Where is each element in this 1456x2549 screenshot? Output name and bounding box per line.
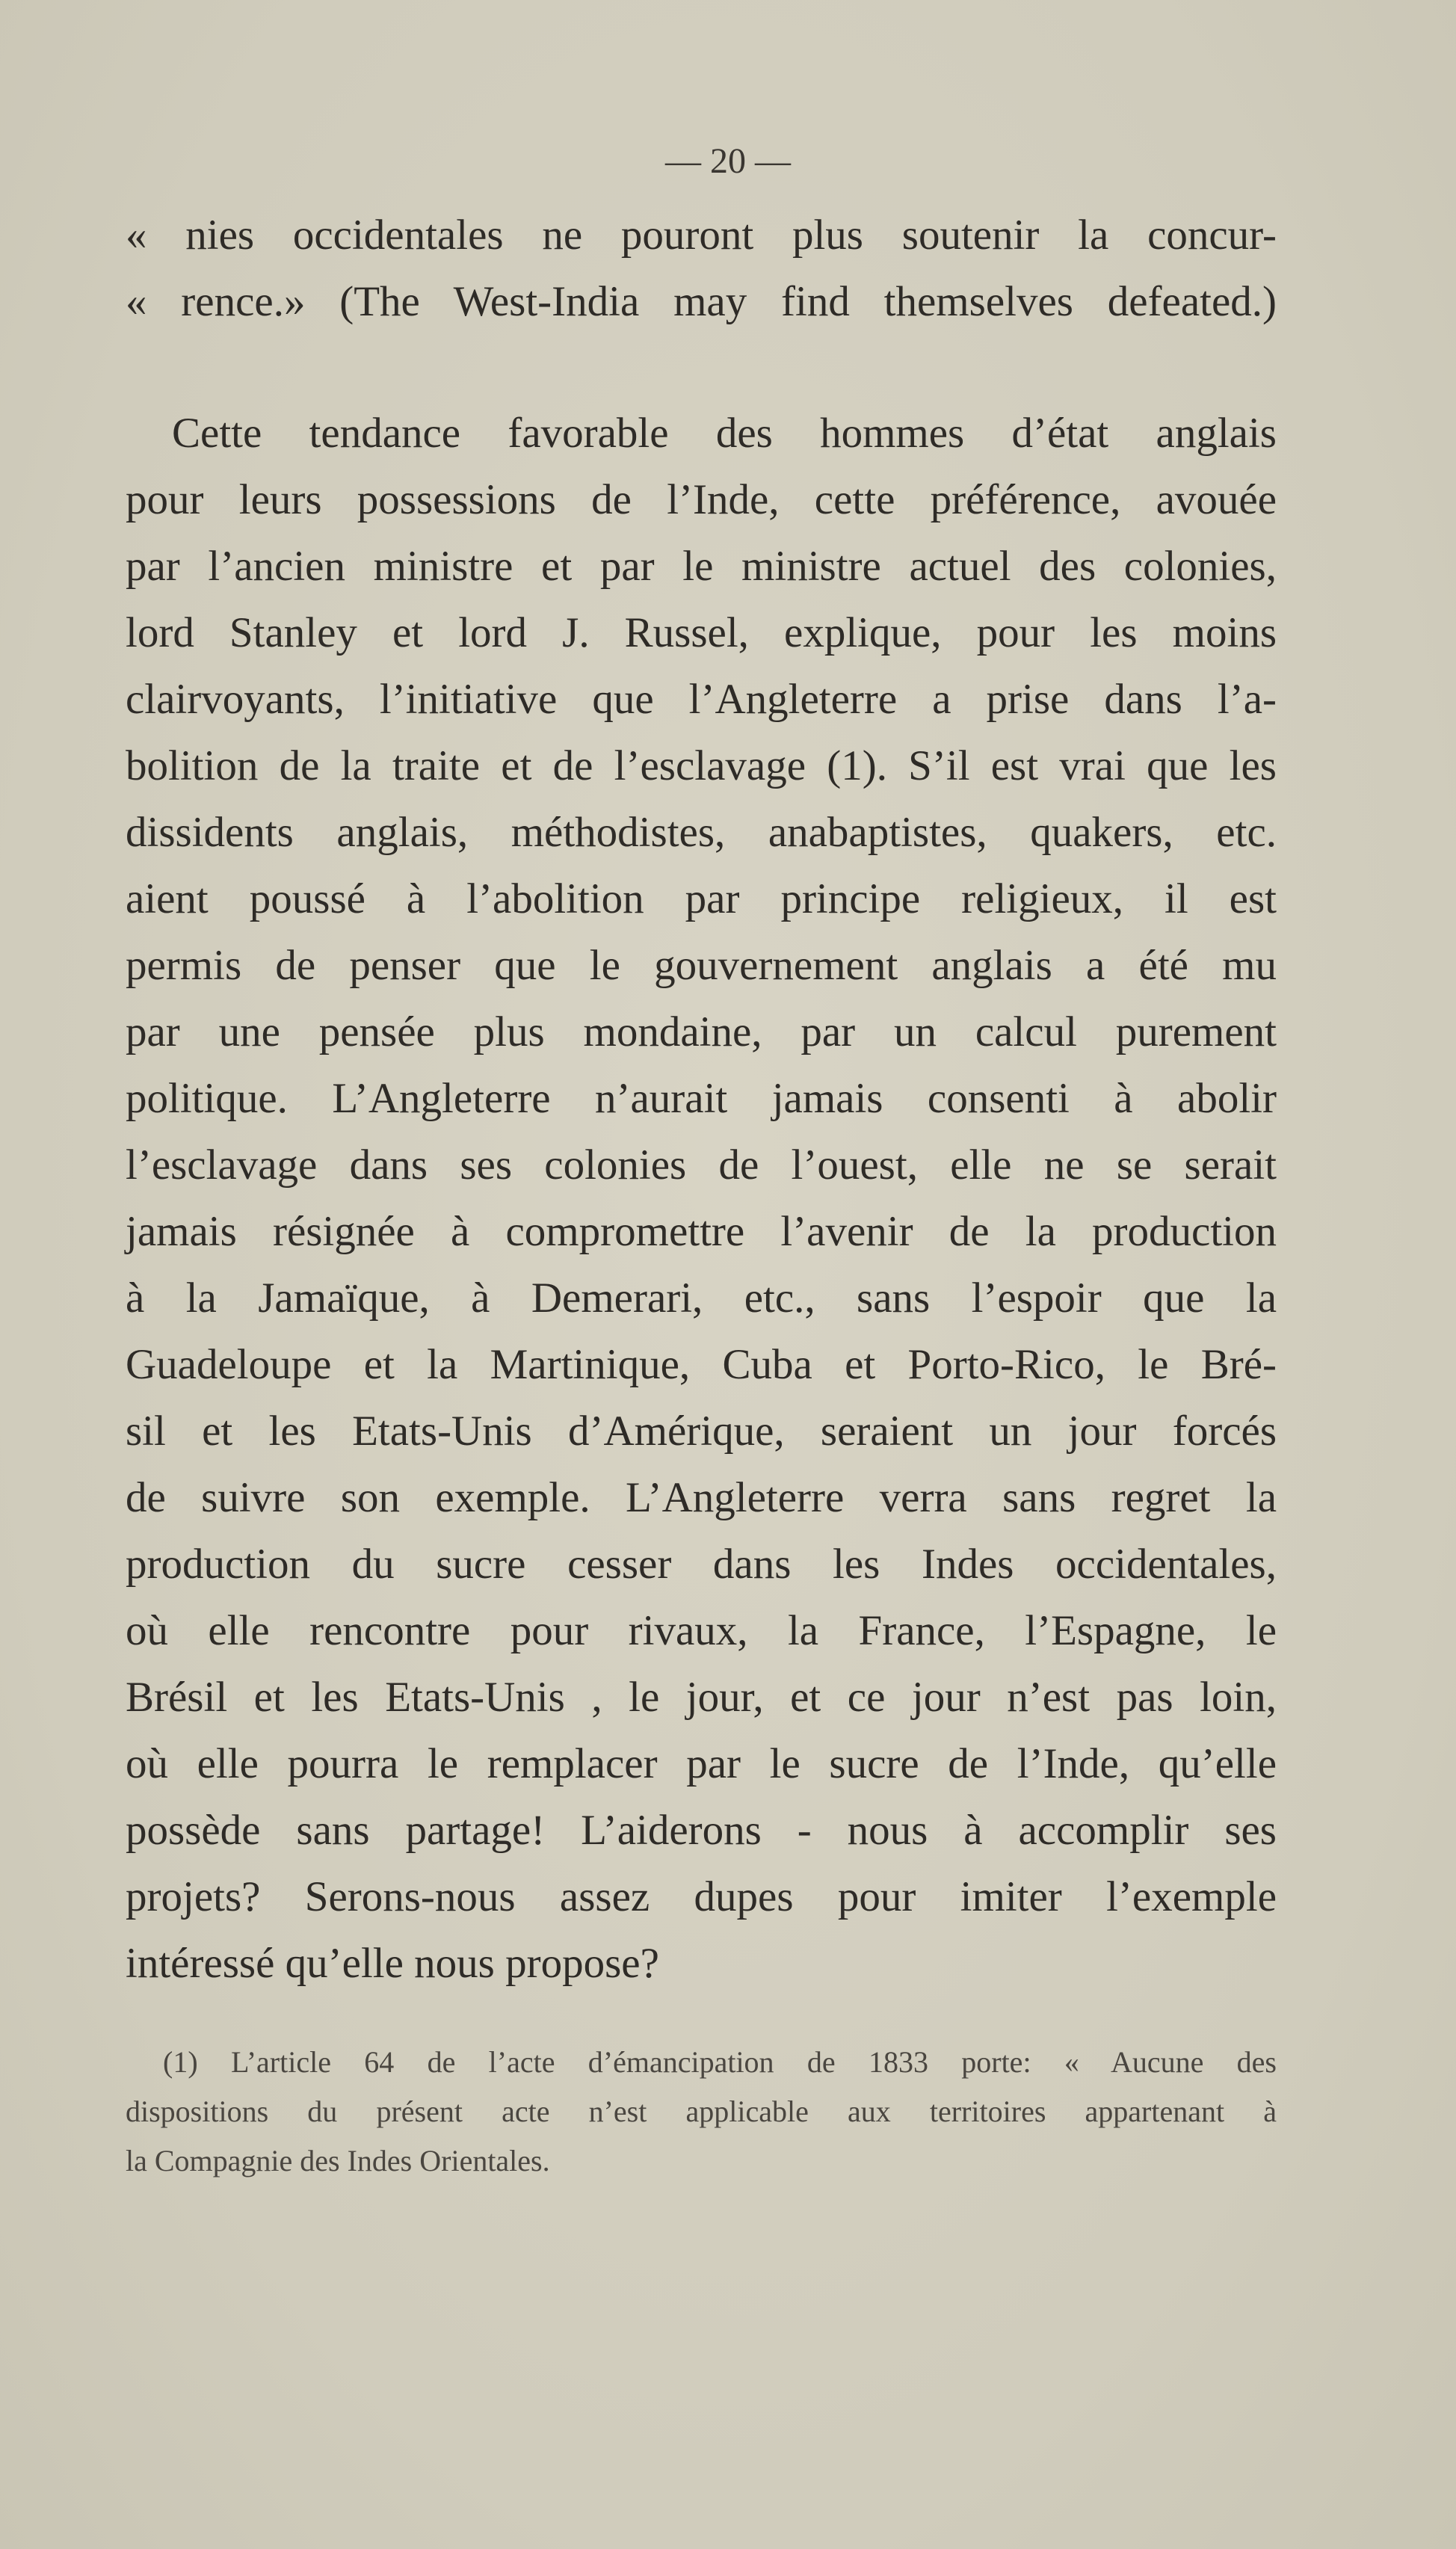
paragraph-line: à la Jamaïque, à Demerari, etc., sans l’espoir que la bbox=[126, 1274, 1277, 1322]
footnote-line: la Compagnie des Indes Orientales. bbox=[126, 2144, 550, 2177]
quote-line: « nies occidentales ne pouront plus soutenir la concur- bbox=[126, 212, 1277, 259]
paragraph-line: dissidents anglais, méthodistes, anabaptistes, quakers, etc. bbox=[126, 809, 1277, 856]
paragraph-line: Brésil et les Etats-Unis , le jour, et ce jour n’est pas loin, bbox=[126, 1674, 1277, 1721]
paragraph-line: pour leurs possessions de l’Inde, cette préférence, avouée bbox=[126, 476, 1277, 523]
paragraph-line: politique. L’Angleterre n’aurait jamais consenti à abolir bbox=[126, 1075, 1277, 1122]
paragraph-line: par une pensée plus mondaine, par un calcul purement bbox=[126, 1008, 1277, 1055]
paragraph-line: par l’ancien ministre et par le ministre actuel des colonies, bbox=[126, 543, 1277, 590]
paragraph-line: intéressé qu’elle nous propose? bbox=[126, 1940, 659, 1987]
paragraph-line: où elle pourra le remplacer par le sucre de l’Inde, qu’elle bbox=[126, 1740, 1277, 1787]
paragraph-line: jamais résignée à compromettre l’avenir de la production bbox=[126, 1208, 1277, 1255]
paragraph-line: où elle rencontre pour rivaux, la France, l’Espagne, le bbox=[126, 1607, 1277, 1654]
paragraph-line: Cette tendance favorable des hommes d’état anglais bbox=[172, 410, 1277, 457]
paragraph-line: production du sucre cesser dans les Indes occidentales, bbox=[126, 1541, 1277, 1588]
paragraph-line: l’esclavage dans ses colonies de l’ouest, elle ne se serait bbox=[126, 1141, 1277, 1189]
paragraph-line: aient poussé à l’abolition par principe religieux, il est bbox=[126, 875, 1277, 922]
page-number: — 20 — bbox=[665, 141, 791, 181]
footnote bbox=[126, 2038, 1277, 2186]
paragraph-line: lord Stanley et lord J. Russel, explique, pour les moins bbox=[126, 609, 1277, 656]
paragraph-line: clairvoyants, l’initiative que l’Angleterre a prise dans l’a- bbox=[126, 676, 1277, 723]
paragraph-line: de suivre son exemple. L’Angleterre verra sans regret la bbox=[126, 1474, 1277, 1521]
footnote-line: (1) L’article 64 de l’acte d’émancipation de 1833 porte: « Aucune des bbox=[163, 2045, 1277, 2079]
paragraph-line: bolition de la traite et de l’esclavage (1). S’il est vrai que les bbox=[126, 742, 1277, 789]
quote-block bbox=[126, 202, 1277, 335]
paragraph-line: possède sans partage! L’aiderons - nous à accomplir ses bbox=[126, 1807, 1277, 1854]
paragraph-line: permis de penser que le gouvernement anglais a été mu bbox=[126, 942, 1277, 989]
main-paragraph bbox=[126, 400, 1277, 1997]
paragraph-line: Guadeloupe et la Martinique, Cuba et Porto-Rico, le Bré- bbox=[126, 1341, 1277, 1388]
paragraph-line: sil et les Etats-Unis d’Amérique, seraient un jour forcés bbox=[126, 1408, 1277, 1455]
paragraph-line: projets? Serons-nous assez dupes pour imiter l’exemple bbox=[126, 1873, 1277, 1920]
quote-line: « rence.» (The West-India may find themselves defeated.) bbox=[126, 278, 1277, 325]
footnote-line: dispositions du présent acte n’est applicable aux territoires appartenant à bbox=[126, 2095, 1277, 2128]
